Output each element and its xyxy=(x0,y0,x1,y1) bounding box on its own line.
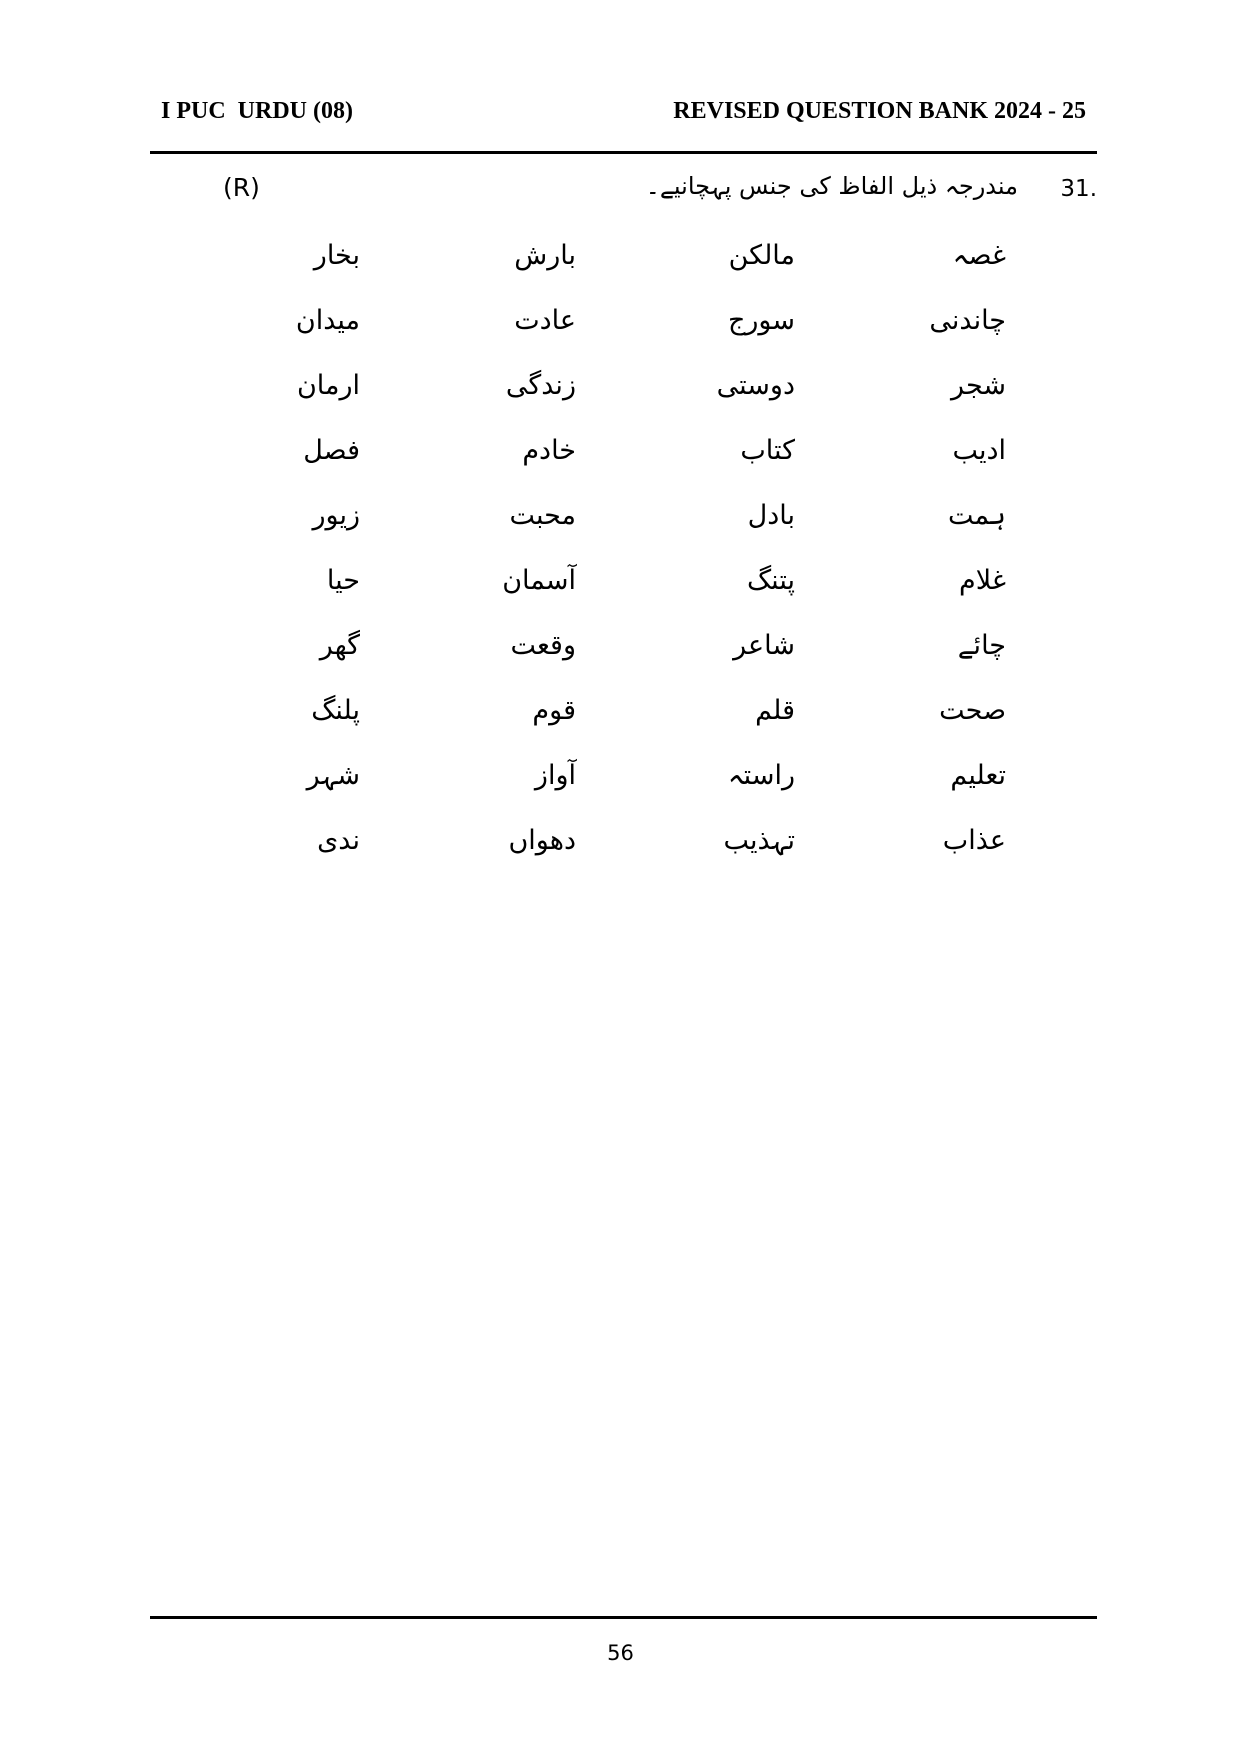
question-text: مندرجہ ذیل الفاظ کی جنس پہچانیے۔ xyxy=(645,172,1018,200)
word: شہر xyxy=(306,760,360,791)
word-row xyxy=(0,370,1241,435)
word-row xyxy=(0,630,1241,695)
word: شاعر xyxy=(733,630,795,661)
word: ہمت xyxy=(948,500,1006,531)
word-row xyxy=(0,500,1241,565)
word: تعلیم xyxy=(950,760,1006,791)
footer-divider xyxy=(150,1616,1097,1619)
word: بادل xyxy=(747,500,795,531)
word-row xyxy=(0,825,1241,890)
word-row xyxy=(0,565,1241,630)
word: حیا xyxy=(326,565,360,596)
word: گھر xyxy=(319,630,360,661)
header-divider xyxy=(150,151,1097,154)
word: غلام xyxy=(959,565,1006,596)
word: غصہ xyxy=(952,240,1006,271)
word: راستہ xyxy=(727,760,795,791)
word: قلم xyxy=(755,695,795,726)
word: چائے xyxy=(957,630,1006,661)
word: چاندنی xyxy=(929,305,1006,336)
word: وقعت xyxy=(510,630,576,661)
word: تہذیب xyxy=(723,825,795,856)
word: بخار xyxy=(313,240,360,271)
word-row xyxy=(0,240,1241,305)
word: دوستی xyxy=(716,370,795,401)
word-row xyxy=(0,695,1241,760)
header-course-title: I PUC URDU (08) xyxy=(161,98,353,124)
word: ارمان xyxy=(296,370,360,401)
question-marker: (R) xyxy=(223,173,260,202)
page-number: 56 xyxy=(607,1641,634,1665)
word: قوم xyxy=(532,695,576,726)
word: کتاب xyxy=(740,435,795,466)
word: فصل xyxy=(303,435,360,466)
word: محبت xyxy=(509,500,576,531)
word: بارش xyxy=(514,240,576,271)
word-grid xyxy=(0,240,1241,890)
word: عذاب xyxy=(942,825,1006,856)
word: خادم xyxy=(522,435,576,466)
word: صحت xyxy=(939,695,1006,726)
word: سورج xyxy=(727,305,795,336)
word: میدان xyxy=(295,305,360,336)
word: زندگی xyxy=(505,370,576,401)
question-number: 31. xyxy=(1060,176,1097,202)
word: شجر xyxy=(951,370,1006,401)
word: آواز xyxy=(534,760,576,791)
word-row xyxy=(0,305,1241,370)
word: دھواں xyxy=(508,825,576,856)
word: ادیب xyxy=(952,435,1006,466)
word-row xyxy=(0,760,1241,825)
word: پلنگ xyxy=(311,695,360,726)
word: مالکن xyxy=(728,240,795,271)
word: آسمان xyxy=(502,565,576,596)
word: پتنگ xyxy=(747,565,795,596)
word-row xyxy=(0,435,1241,500)
word: ندی xyxy=(317,825,360,856)
header-question-bank-title: REVISED QUESTION BANK 2024 - 25 xyxy=(673,98,1086,124)
word: زیور xyxy=(312,500,360,531)
word: عادت xyxy=(514,305,576,336)
